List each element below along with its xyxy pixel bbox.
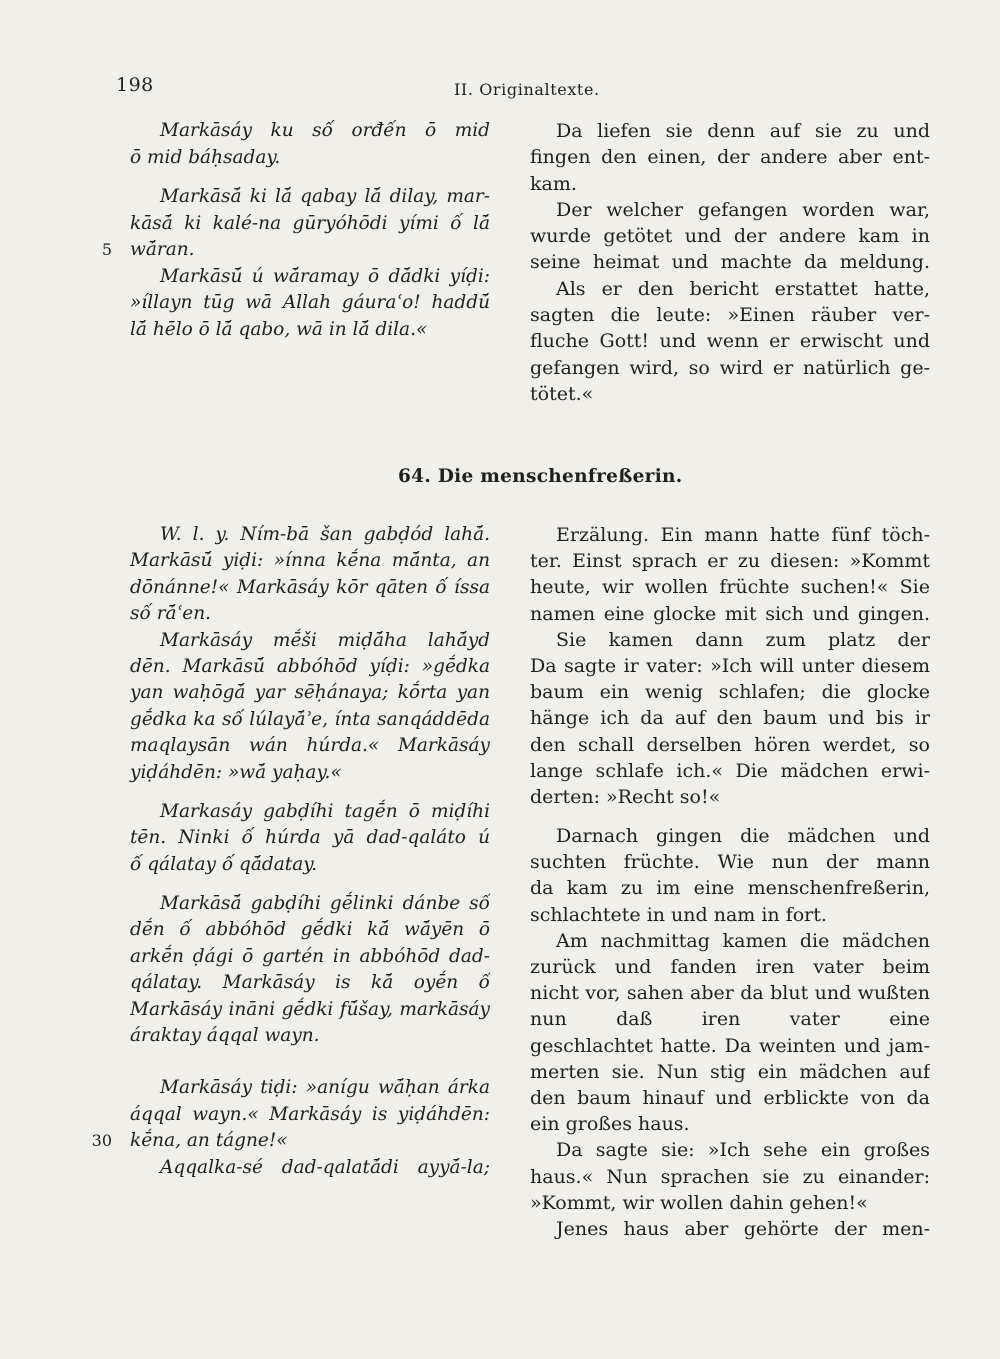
line-text: Markāsáy ku số orđến ō mid: [160, 120, 490, 141]
text-line: [130, 522, 490, 548]
line-text: hänge ich da auf den baum und bis ir: [530, 707, 930, 730]
text-line: [530, 928, 930, 954]
line-text: namen eine glocke mit sich und gingen.: [530, 602, 930, 625]
line-number: 5: [101, 240, 112, 259]
text-line: [530, 276, 930, 302]
line-text: Aqqalka-sé dad-qalatā́di ayyā́-la;: [160, 1156, 490, 1178]
line-text: baum ein wenig schlafen; die glocke: [530, 681, 930, 704]
line-text: Markāsā́ ki lā́ qabay lā́ dilay, mar-: [160, 186, 490, 207]
text-line: [130, 917, 490, 943]
text-line: [130, 852, 490, 878]
text-line: [530, 758, 930, 784]
text-line: [530, 1190, 930, 1216]
line-text: gefangen wird, so wird er natürlich ge-: [530, 356, 930, 379]
line-text: geschlachtet hatte. Da weinten und jam-: [530, 1034, 930, 1057]
line-text: ō mid báḥsaday.: [130, 146, 281, 168]
line-text: wā́ran.: [130, 239, 195, 260]
line-text: den schall derselben hören werdet, so: [530, 733, 930, 756]
line-text: áraktay áqqal wayn.: [130, 1025, 320, 1047]
line-text: Markāsū́ yiḍi: »ínna kḗna mā́nta, an: [130, 550, 490, 572]
line-text: Darnach gingen die mädchen und: [556, 825, 930, 848]
line-text: gḗdka ka số lúlayā́ʾe, ínta sanqáddēda: [130, 708, 490, 730]
line-text: qálatay. Markāsáy is kā́ oyḗn ố: [130, 972, 490, 994]
text-line: [130, 317, 490, 344]
bottom-left-column: [91, 522, 490, 1181]
text-line: [530, 574, 930, 600]
text-line: [130, 760, 490, 786]
text-line: [130, 944, 490, 970]
line-text: Jenes haus aber gehörte der men-: [556, 1217, 930, 1240]
text-line: [530, 1085, 930, 1111]
text-line: [130, 1023, 490, 1049]
text-line: [530, 328, 930, 354]
line-text: dōnánne!« Markāsáy kōr qāten ố íssa: [130, 576, 490, 598]
text-line: [130, 575, 490, 601]
text-line: [530, 355, 930, 381]
text-line: [530, 197, 930, 223]
line-text: ein großes haus.: [530, 1113, 690, 1136]
line-text: maqlaysān wán húrda.« Markāsáy: [130, 735, 490, 757]
line-text: Markāsáy tiḍi: »anígu wā́ḥan árka: [160, 1077, 490, 1099]
text-line: [101, 237, 490, 264]
line-text: W. l. y. Ním-bā šan gabḍód lahā́.: [160, 524, 490, 545]
text-line: [530, 849, 930, 875]
line-text: yiḍáhdēn: »wā́ yaḥay.«: [130, 761, 342, 783]
text-line: [130, 654, 490, 680]
line-text: kḗna, an tágne!«: [130, 1130, 288, 1152]
text-line: [130, 891, 490, 917]
line-text: số rā́ʿen.: [130, 603, 211, 625]
line-number: 30: [91, 1131, 112, 1151]
line-text: áqqal wayn.« Markāsáy is yiḍáhdēn:: [130, 1103, 490, 1125]
line-text: kāsā́ ki kalé-na gūryóhōdi yími ố lā́: [130, 212, 490, 234]
text-line: [130, 1155, 490, 1181]
text-line: [130, 970, 490, 996]
line-text: fingen den einen, der andere aber ent-: [530, 146, 930, 169]
text-line: [130, 799, 490, 825]
text-line: [91, 1128, 490, 1154]
top-right-column: [530, 118, 930, 407]
text-line: [130, 1102, 490, 1128]
line-text: kam.: [530, 172, 577, 195]
text-line: [530, 522, 930, 548]
line-text: Am nachmittag kamen die mädchen: [556, 929, 930, 952]
paragraph-gap: [130, 878, 490, 891]
text-line: [530, 653, 930, 679]
line-text: nun daß iren vater eine: [530, 1008, 930, 1031]
line-text: dḗn ố abbóhōd gḗdki kā́ wā́yēn ō: [130, 919, 490, 941]
text-line: [530, 732, 930, 758]
line-text: seine heimat und machte da meldung.: [530, 251, 930, 274]
top-left-column: [101, 118, 490, 343]
paragraph-gap: [530, 810, 930, 823]
text-line: [530, 1059, 930, 1085]
line-text: Markāsā́ gabḍíhi gḗlinki dánbe số: [160, 893, 490, 915]
line-text: lange schlafe ich.« Die mädchen erwi-: [530, 759, 930, 782]
line-text: Markāsū́ ú wā́ramay ō dā́dki yíḍi:: [160, 265, 490, 287]
line-text: Der welcher gefangen worden war,: [556, 198, 930, 221]
line-text: arkḗn ḍági ō gartén in abbóhōd dad-: [130, 945, 490, 967]
text-line: [130, 548, 490, 574]
text-line: [530, 1111, 930, 1137]
text-line: [530, 823, 930, 849]
text-line: [530, 381, 930, 407]
text-line: [530, 548, 930, 574]
line-text: Markasáy gabḍíhi tagḗn ō miḍíhi: [160, 800, 490, 822]
line-text: »íllayn tūg wā Allah gáuraʿo! haddū́: [130, 292, 490, 313]
running-head: II. Originaltexte.: [454, 80, 600, 99]
text-line: [530, 705, 930, 731]
text-line: [530, 1164, 930, 1190]
text-line: [130, 1075, 490, 1101]
line-text: merten sie. Nun stig ein mädchen auf: [530, 1060, 930, 1083]
text-line: [530, 171, 930, 197]
text-line: [530, 875, 930, 901]
text-line: [530, 627, 930, 653]
text-line: [130, 290, 490, 317]
text-line: [530, 302, 930, 328]
paragraph-gap: [130, 171, 490, 184]
line-text: Markāsáy mḗši miḍā́ha lahā́yd: [160, 629, 490, 651]
line-text: heute, wir wollen früchte suchen!« Sie: [530, 576, 930, 599]
text-line: [530, 601, 930, 627]
text-line: [130, 145, 490, 172]
text-line: [530, 902, 930, 928]
line-text: sagten die leute: »Einen räuber ver-: [530, 304, 930, 327]
text-line: [530, 1216, 930, 1242]
text-line: [130, 628, 490, 654]
line-text: Erzälung. Ein mann hatte fünf töch-: [556, 524, 930, 546]
text-line: [530, 954, 930, 980]
text-line: [530, 784, 930, 810]
text-line: [530, 118, 930, 144]
paragraph-gap: [130, 1049, 490, 1075]
text-line: [530, 1006, 930, 1032]
text-line: [130, 118, 490, 145]
line-text: tötet.«: [530, 382, 594, 405]
line-text: Da sagte ir vater: »Ich will unter diesem: [530, 654, 930, 677]
line-text: yan waḥōgā́ yar sēḥánaya; kṓrta yan: [130, 682, 490, 704]
line-text: Da liefen sie denn auf sie zu und: [556, 120, 930, 142]
line-text: Markāsáy ināni gḗdki fū́šay, markāsáy: [130, 998, 490, 1020]
text-line: [130, 680, 490, 706]
text-line: [530, 980, 930, 1006]
line-text: Als er den bericht erstattet hatte,: [556, 277, 930, 300]
text-line: [130, 601, 490, 627]
line-text: den baum hinauf und erblickte von da: [530, 1086, 930, 1109]
text-line: [130, 707, 490, 733]
line-text: Da sagte sie: »Ich sehe ein großes: [556, 1139, 930, 1162]
text-line: [530, 679, 930, 705]
text-line: [130, 997, 490, 1023]
text-line: [530, 249, 930, 275]
bottom-right-column: [530, 522, 930, 1242]
line-text: fluche Gott! und wenn er erwischt und: [530, 330, 930, 353]
line-text: nicht vor, sahen aber da blut und wußten: [530, 982, 930, 1005]
text-line: [530, 223, 930, 249]
text-line: [130, 211, 490, 238]
page-number: 198: [116, 74, 154, 96]
line-text: ter. Einst sprach er zu diesen: »Kommt: [530, 550, 930, 573]
line-text: haus.« Nun sprachen sie zu einander:: [530, 1165, 930, 1188]
text-line: [130, 825, 490, 851]
line-text: derten: »Recht so!«: [530, 785, 721, 808]
line-text: Sie kamen dann zum platz der: [556, 628, 930, 651]
line-text: tēn. Ninki ố húrda yā dad-qaláto ú: [130, 827, 490, 849]
line-text: »Kommt, wir wollen dahin gehen!«: [530, 1191, 868, 1214]
line-text: ố qálatay ố qā́datay.: [130, 853, 318, 875]
text-line: [530, 1137, 930, 1163]
text-line: [130, 184, 490, 211]
line-text: wurde getötet und der andere kam in: [530, 225, 930, 248]
line-text: lā́ hēlo ō lā́ qabo, wā in lā́ dila.«: [130, 318, 428, 340]
line-text: schlachtete in und nam in fort.: [530, 903, 827, 926]
line-text: suchten früchte. Wie nun der mann: [530, 851, 930, 874]
text-line: [130, 733, 490, 759]
text-line: [130, 264, 490, 291]
line-text: dēn. Markāsū́ abbóhōd yíḍi: »gḗdka: [130, 655, 490, 677]
section-heading: 64. Die menschenfreßerin.: [398, 466, 683, 487]
line-text: zurück und fanden iren vater beim: [530, 956, 930, 978]
line-text: da kam zu im eine menschenfreßerin,: [530, 877, 930, 900]
paragraph-gap: [130, 786, 490, 799]
text-line: [530, 1033, 930, 1059]
text-line: [530, 144, 930, 170]
